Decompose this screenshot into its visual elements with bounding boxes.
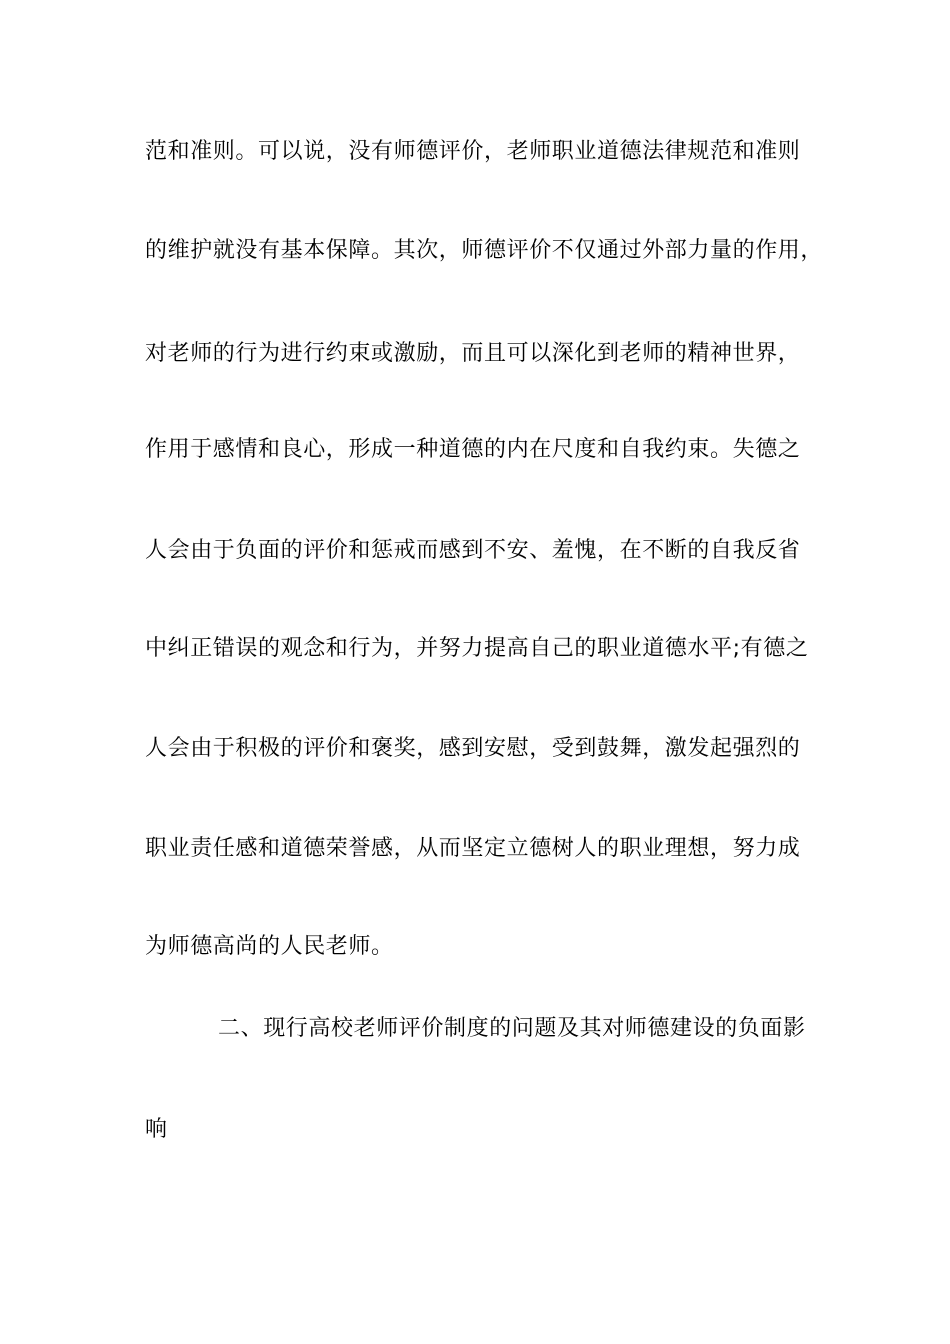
section-heading: 二、现行高校老师评价制度的问题及其对师德建设的负面影	[218, 1016, 806, 1041]
paragraph-line: 为师德高尚的人民老师。	[145, 934, 394, 959]
section-heading-continuation: 响	[145, 1117, 168, 1142]
paragraph-line: 职业责任感和道德荣誉感，从而坚定立德树人的职业理想，努力成	[145, 836, 801, 861]
paragraph-line: 对老师的行为进行约束或激励，而且可以深化到老师的精神世界，	[145, 341, 801, 366]
paragraph-line: 范和准则。可以说，没有师德评价，老师职业道德法律规范和准则	[145, 139, 801, 164]
paragraph-line: 人会由于积极的评价和褒奖，感到安慰，受到鼓舞，激发起强烈的	[145, 736, 801, 761]
paragraph-line: 中纠正错误的观念和行为，并努力提高自己的职业道德水平;有德之	[145, 636, 809, 661]
paragraph-line: 人会由于负面的评价和惩戒而感到不安、羞愧，在不断的自我反省	[145, 538, 801, 563]
paragraph-line: 作用于感情和良心，形成一种道德的内在尺度和自我约束。失德之	[145, 437, 801, 462]
paragraph-line: 的维护就没有基本保障。其次，师德评价不仅通过外部力量的作用，	[145, 238, 824, 263]
